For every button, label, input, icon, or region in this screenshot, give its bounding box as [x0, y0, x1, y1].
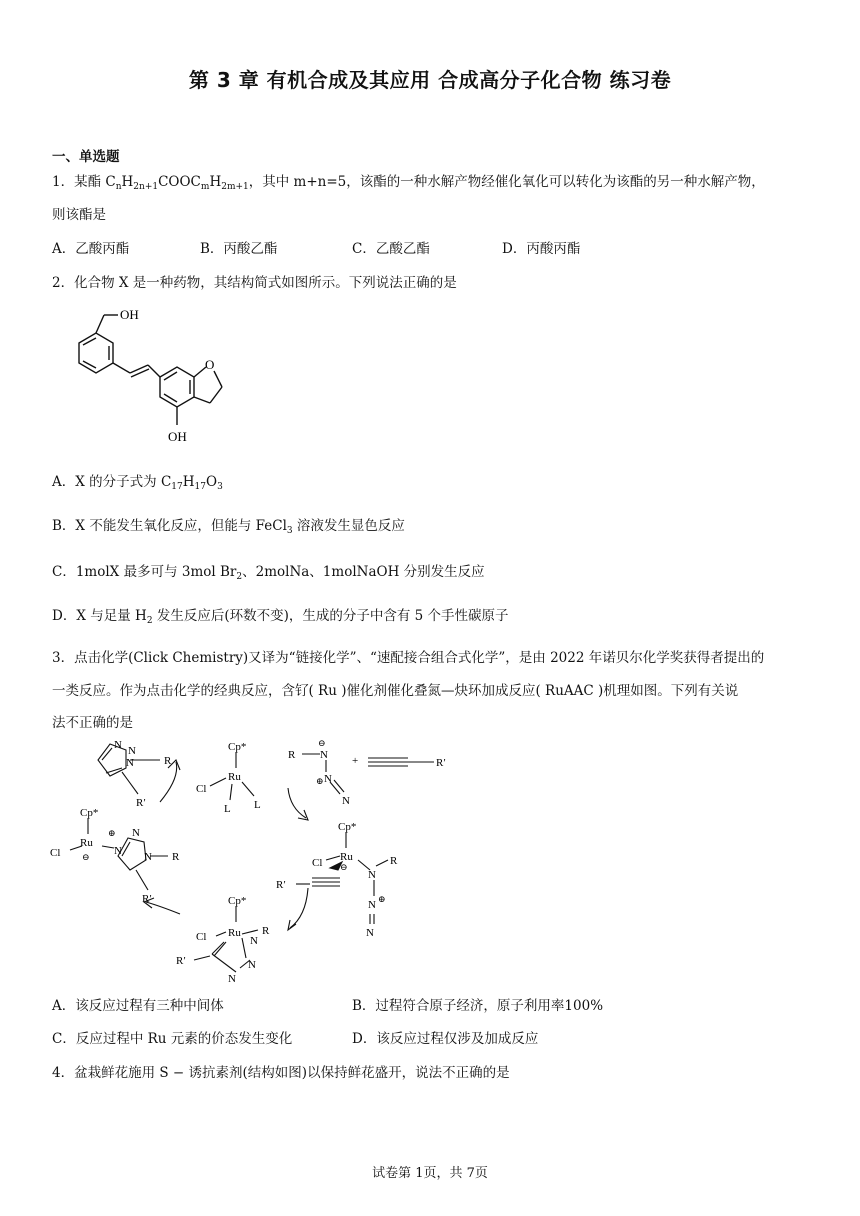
q3-option-c: C．反应过程中 Ru 元素的价态发生变化 — [52, 1031, 293, 1047]
q1-stem-line2: 则该酯是 — [52, 207, 106, 223]
svg-text:N: N — [144, 851, 152, 863]
compound-x-structure — [50, 303, 250, 455]
svg-text:Cp*: Cp* — [228, 741, 247, 753]
svg-text:Cl: Cl — [50, 847, 61, 859]
svg-text:Ru: Ru — [228, 771, 241, 783]
q3-option-b: B．过程符合原子经济，原子利用率100% — [352, 998, 604, 1014]
q2-stem: 2．化合物 X 是一种药物，其结构简式如图所示。下列说法正确的是 — [52, 275, 457, 291]
svg-text:R: R — [288, 749, 296, 761]
svg-text:Cp*: Cp* — [80, 807, 99, 819]
svg-text:N: N — [132, 827, 140, 839]
svg-text:⊖: ⊖ — [318, 738, 326, 748]
svg-text:R: R — [390, 855, 398, 867]
section-heading: 一、单选题 — [52, 149, 120, 165]
q1-stem-line1: 1．某酯 $C_nH_{2n+1}COOC_mH_{2m+1}$，其中 m+n=5，该酯的一种水解产物经催化氧化可以转化为该酯的另一种水解产物， — [52, 174, 765, 192]
q1-option-d: D．丙酸丙酯 — [502, 241, 581, 257]
svg-text:N: N — [228, 973, 236, 985]
svg-text:Cl: Cl — [196, 783, 207, 795]
svg-text:N: N — [128, 745, 136, 757]
svg-text:R: R — [164, 755, 172, 767]
svg-text:Cp*: Cp* — [338, 821, 357, 833]
svg-text:N: N — [126, 757, 134, 769]
q1-option-c: C．乙酸乙酯 — [352, 241, 430, 257]
q3-option-a: A．该反应过程有三种中间体 — [52, 998, 224, 1014]
svg-text:R′: R′ — [276, 879, 286, 891]
svg-text:N: N — [324, 773, 332, 785]
svg-text:N: N — [368, 899, 376, 911]
ruaac-mechanism-diagram — [50, 738, 470, 990]
svg-text:Cl: Cl — [312, 857, 323, 869]
svg-text:R′: R′ — [436, 757, 446, 769]
svg-text:+: + — [352, 755, 359, 767]
q1-option-a: A．乙酸丙酯 — [52, 241, 130, 257]
svg-text:R: R — [262, 925, 270, 937]
q2-option-b: B．X 不能发生氧化反应，但能与 FeCl$_3$ 溶液发生显色反应 — [52, 518, 405, 536]
q4-stem: 4．盆栽鲜花施用 S − 诱抗素剂(结构如图)以保持鲜花盛开，说法不正确的是 — [52, 1065, 510, 1081]
svg-text:N: N — [366, 927, 374, 939]
svg-text:Ru: Ru — [228, 927, 241, 939]
oh-bottom-label: OH — [168, 429, 187, 444]
ring-oxygen-label: O — [205, 357, 215, 372]
q2-option-d: D．X 与足量 $H_2$ 发生反应后(环数不变)，生成的分子中含有 5 个手性碳原子 — [52, 608, 509, 626]
svg-text:L: L — [254, 799, 261, 811]
q3-option-d: D．该反应过程仅涉及加成反应 — [352, 1031, 539, 1047]
q1-option-b: B．丙酸乙酯 — [200, 241, 278, 257]
svg-text:Cp*: Cp* — [228, 895, 247, 907]
svg-text:N: N — [368, 869, 376, 881]
svg-text:⊕: ⊕ — [378, 894, 386, 904]
svg-text:N: N — [248, 959, 256, 971]
svg-text:N: N — [114, 845, 122, 857]
svg-text:N: N — [342, 795, 350, 807]
svg-text:⊖: ⊖ — [82, 852, 90, 862]
svg-text:⊕: ⊕ — [316, 776, 324, 786]
svg-text:N: N — [250, 935, 258, 947]
svg-text:⊖: ⊖ — [340, 862, 348, 872]
svg-text:R′: R′ — [136, 797, 146, 809]
svg-text:R′: R′ — [176, 955, 186, 967]
svg-text:Ru: Ru — [340, 851, 353, 863]
svg-text:N: N — [114, 739, 122, 751]
svg-text:Cl: Cl — [196, 931, 207, 943]
svg-text:⊕: ⊕ — [108, 828, 116, 838]
q3-stem-line3: 法不正确的是 — [52, 715, 133, 731]
q3-stem-line1: 3．点击化学(Click Chemistry)又译为“链接化学”、“速配接合组合式化学”，是由 2022 年诺贝尔化学奖获得者提出的 — [52, 650, 765, 666]
svg-text:R: R — [172, 851, 180, 863]
page-footer: 试卷第 1页，共 7页 — [372, 1166, 488, 1181]
oh-top-label: OH — [120, 307, 139, 322]
q3-stem-line2: 一类反应。作为点击化学的经典反应，含钌( Ru )催化剂催化叠氮—炔环加成反应( RuAAC )机理如图。下列有关说 — [52, 683, 739, 699]
svg-text:R′: R′ — [142, 893, 152, 905]
page-title: 第 3 章 有机合成及其应用 合成高分子化合物 练习卷 — [188, 68, 672, 92]
svg-text:N: N — [320, 749, 328, 761]
q2-option-a: A．X 的分子式为 $C_{17}H_{17}O_3$ — [52, 474, 223, 492]
svg-text:L: L — [224, 803, 231, 815]
q2-option-c: C．1molX 最多可与 3mol $Br_2$、2molNa、1molNaOH 分别发生反应 — [52, 564, 485, 582]
svg-text:Ru: Ru — [80, 837, 93, 849]
